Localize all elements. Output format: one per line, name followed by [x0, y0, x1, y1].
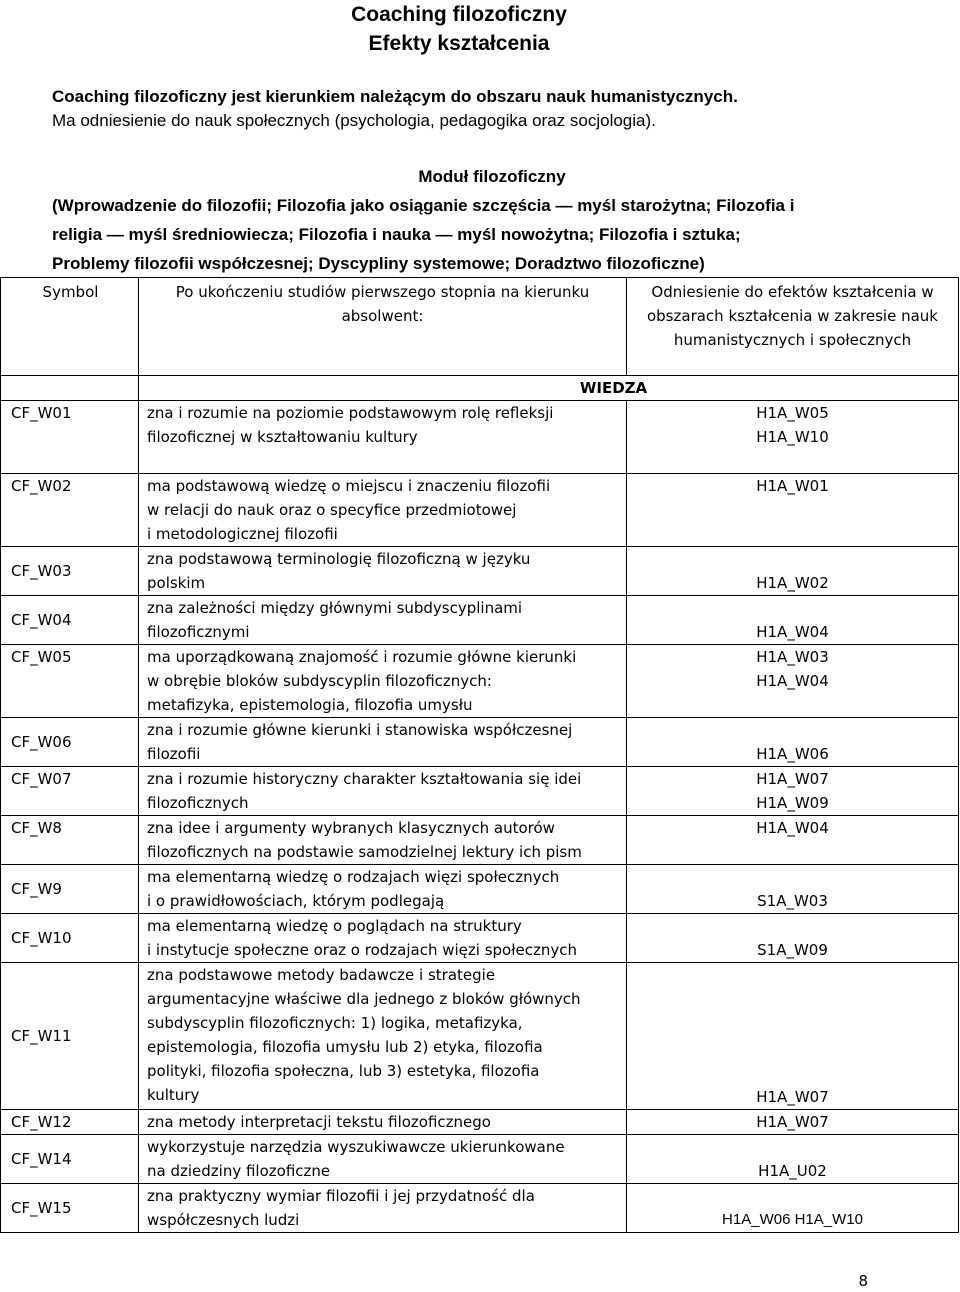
row-description-line: współczesnych ludzi — [147, 1211, 300, 1229]
module-line-3: Problemy filozofii współczesnej; Dyscypliny systemowe; Doradztwo filozoficzne) — [52, 254, 705, 273]
row-description-line: filozoficznej w kształtowaniu kultury — [147, 428, 418, 446]
row-reference-code: H1A_W03 — [756, 648, 829, 666]
row-reference — [627, 767, 959, 816]
row-description-line: metafizyka, epistemologia, filozofia umysłu — [147, 696, 473, 714]
row-description-line: i instytucje społeczne oraz o rodzajach więzi społecznych — [147, 941, 577, 959]
row-reference — [627, 401, 959, 474]
module-block — [52, 162, 932, 278]
row-reference-code: H1A_W09 — [756, 794, 829, 812]
row-description — [139, 816, 627, 865]
row-description-line: polskim — [147, 574, 206, 592]
row-description-line: zna podstawowe metody badawcze i strategie — [147, 966, 496, 984]
row-description — [139, 963, 627, 1110]
row-description-line: filozoficznych — [147, 794, 249, 812]
row-reference-code: H1A_W07 — [756, 1113, 829, 1131]
row-reference-code: H1A_W05 — [756, 404, 829, 422]
row-symbol: CF_W01 — [1, 401, 139, 474]
section-label: WIEDZA — [139, 376, 959, 401]
row-description — [139, 474, 627, 547]
row-reference — [627, 1110, 959, 1135]
row-description-line: wykorzystuje narzędzia wyszukiwawcze ukierunkowane — [147, 1138, 565, 1156]
row-description-line: polityki, filozofia społeczna, lub 3) estetyka, filozofia — [147, 1062, 540, 1080]
row-description-line: ma uporządkowaną znajomość i rozumie główne kierunki — [147, 648, 577, 666]
row-symbol: CF_W14 — [1, 1135, 139, 1184]
row-reference-code: S1A_W03 — [757, 892, 828, 910]
table-row — [1, 718, 959, 767]
row-description-line: na dziedziny filozoficzne — [147, 1162, 331, 1180]
row-reference-code: S1A_W09 — [757, 941, 828, 959]
intro-line-1: Coaching filozoficzny jest kierunkiem należącym do obszaru nauk humanistycznych. — [52, 87, 738, 106]
row-reference — [627, 645, 959, 718]
row-description-line: zna i rozumie główne kierunki i stanowiska współczesnej — [147, 721, 573, 739]
table-row — [1, 1135, 959, 1184]
row-symbol: CF_W12 — [1, 1110, 139, 1135]
row-description-line: zna i rozumie historyczny charakter kształtowania się idei — [147, 770, 582, 788]
row-reference — [627, 1135, 959, 1184]
row-description — [139, 1184, 627, 1233]
row-description-line: zna zależności między głównymi subdyscyplinami — [147, 599, 523, 617]
row-reference — [627, 816, 959, 865]
row-description — [139, 1135, 627, 1184]
module-line-2: religia — myśl średniowiecza; Filozofia i nauka — myśl nowożytna; Filozofia i sztuka; — [52, 225, 741, 244]
row-reference-code: H1A_W04 — [756, 623, 829, 641]
row-description — [139, 547, 627, 596]
row-reference — [627, 474, 959, 547]
table-row — [1, 1110, 959, 1135]
row-reference — [627, 718, 959, 767]
row-reference-code: H1A_W10 — [756, 428, 829, 446]
module-line-1: (Wprowadzenie do filozofii; Filozofia jako osiąganie szczęścia — myśl starożytna; Filozofia i — [52, 196, 795, 215]
outcomes-table — [0, 277, 959, 1233]
row-description-line: zna podstawową terminologię filozoficzną w języku — [147, 550, 531, 568]
table-row — [1, 816, 959, 865]
row-reference-code: H1A_W06 H1A_W10 — [722, 1211, 863, 1228]
row-description-line: zna idee i argumenty wybranych klasycznych autorów — [147, 819, 555, 837]
row-description-line: kultury — [147, 1086, 200, 1104]
row-description-line: filozoficznymi — [147, 623, 250, 641]
row-description-line: i o prawidłowościach, którym podlegają — [147, 892, 445, 910]
row-description-line: zna praktyczny wymiar filozofii i jej przydatność dla — [147, 1187, 535, 1205]
row-reference-code: H1A_W04 — [756, 672, 829, 690]
row-symbol: CF_W11 — [1, 963, 139, 1110]
row-reference — [627, 596, 959, 645]
row-symbol: CF_W8 — [1, 816, 139, 865]
table-body — [1, 401, 959, 1233]
row-description-line: w obrębie bloków subdyscyplin filozoficznych: — [147, 672, 492, 690]
row-reference-code: H1A_W06 — [756, 745, 829, 763]
row-description-line: ma podstawową wiedzę o miejscu i znaczeniu filozofii — [147, 477, 551, 495]
row-reference-code: H1A_W02 — [756, 574, 829, 592]
row-description — [139, 914, 627, 963]
row-symbol: CF_W02 — [1, 474, 139, 547]
row-description-line: epistemologia, filozofia umysłu lub 2) etyka, filozofia — [147, 1038, 543, 1056]
table-row — [1, 865, 959, 914]
row-reference — [627, 865, 959, 914]
row-description-line: w relacji do nauk oraz o specyfice przedmiotowej — [147, 501, 517, 519]
row-reference-code: H1A_W07 — [756, 1088, 829, 1106]
row-symbol: CF_W07 — [1, 767, 139, 816]
row-reference-code: H1A_U02 — [758, 1162, 827, 1180]
row-description — [139, 645, 627, 718]
header-outcome: Po ukończeniu studiów pierwszego stopnia na kierunku absolwent: — [139, 278, 627, 376]
row-description-line: ma elementarną wiedzę o poglądach na struktury — [147, 917, 522, 935]
row-description — [139, 401, 627, 474]
page-number: 8 — [858, 1272, 868, 1290]
row-description — [139, 767, 627, 816]
row-reference — [627, 1184, 959, 1233]
table-header-row — [1, 278, 959, 376]
table-row — [1, 401, 959, 474]
row-description-line: ma elementarną wiedzę o rodzajach więzi społecznych — [147, 868, 560, 886]
header-symbol: Symbol — [1, 278, 139, 376]
row-symbol: CF_W04 — [1, 596, 139, 645]
table-row — [1, 1184, 959, 1233]
table-row — [1, 547, 959, 596]
row-symbol: CF_W15 — [1, 1184, 139, 1233]
row-reference — [627, 914, 959, 963]
table-row — [1, 914, 959, 963]
row-description — [139, 596, 627, 645]
row-symbol: CF_W05 — [1, 645, 139, 718]
table-row — [1, 767, 959, 816]
table-row — [1, 596, 959, 645]
table-row — [1, 963, 959, 1110]
row-reference-code: H1A_W07 — [756, 770, 829, 788]
section-row — [1, 376, 959, 401]
row-description — [139, 865, 627, 914]
row-description-line: filozoficznych na podstawie samodzielnej lektury ich pism — [147, 843, 582, 861]
document-subtitle: Efekty kształcenia — [368, 32, 550, 55]
row-description — [139, 1110, 627, 1135]
row-reference-code: H1A_W04 — [756, 819, 829, 837]
row-description-line: filozofii — [147, 745, 201, 763]
row-symbol: CF_W9 — [1, 865, 139, 914]
document-title: Coaching filozoficzny — [351, 3, 567, 26]
row-reference-code: H1A_W01 — [756, 477, 829, 495]
row-description-line: argumentacyjne właściwe dla jednego z bloków głównych — [147, 990, 581, 1008]
table-row — [1, 645, 959, 718]
row-description-line: subdyscyplin filozoficznych: 1) logika, metafizyka, — [147, 1014, 523, 1032]
row-description-line: zna i rozumie na poziomie podstawowym rolę refleksji — [147, 404, 554, 422]
row-description — [139, 718, 627, 767]
header-reference: Odniesienie do efektów kształcenia w obszarach kształcenia w zakresie nauk humanistycznych i społecznych — [627, 278, 959, 376]
intro-line-2: Ma odniesienie do nauk społecznych (psychologia, pedagogika oraz socjologia). — [52, 111, 656, 130]
row-symbol: CF_W06 — [1, 718, 139, 767]
outcomes-table-wrapper — [0, 277, 959, 1233]
module-title: Moduł filozoficzny — [418, 167, 566, 186]
row-symbol: CF_W10 — [1, 914, 139, 963]
row-reference — [627, 963, 959, 1110]
table-row — [1, 474, 959, 547]
row-description-line: zna metody interpretacji tekstu filozoficznego — [147, 1113, 491, 1131]
row-description-line: i metodologicznej filozofii — [147, 525, 338, 543]
row-reference — [627, 547, 959, 596]
row-symbol: CF_W03 — [1, 547, 139, 596]
